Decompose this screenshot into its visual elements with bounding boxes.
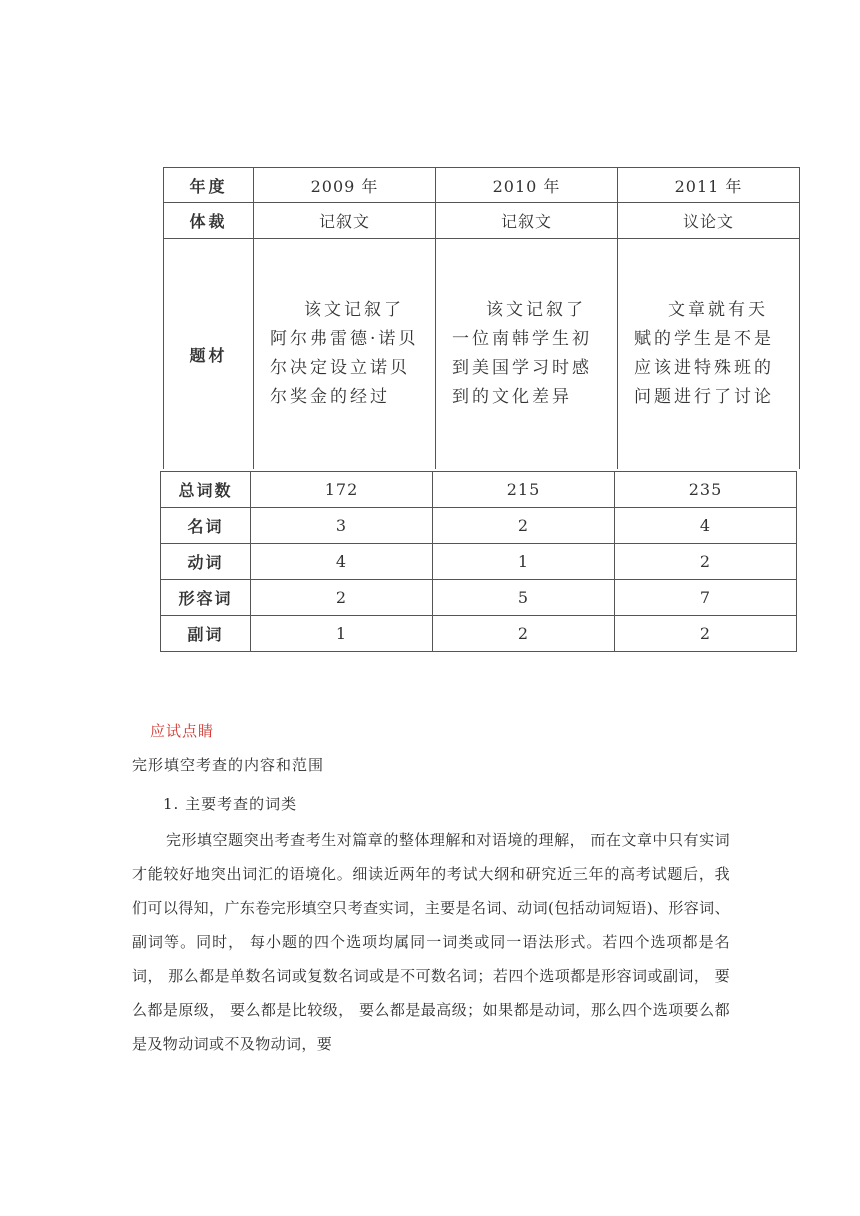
table-cell: 215: [433, 472, 615, 508]
table-cell: 4: [251, 544, 433, 580]
table-row: [161, 472, 797, 508]
table-cell: 172: [251, 472, 433, 508]
table-cell: 3: [251, 508, 433, 544]
table-cell: 2: [251, 580, 433, 616]
year-2011: 2011 年: [618, 168, 800, 203]
table-cell: 2: [433, 616, 615, 652]
table-cell: 1: [433, 544, 615, 580]
row-label-subject: 题材: [164, 239, 254, 470]
row-label-year: 年度: [164, 168, 254, 203]
table-cell: 4: [615, 508, 797, 544]
table-row: [161, 544, 797, 580]
genre-2010: 记叙文: [436, 203, 618, 239]
row-label-total-words: 总词数: [161, 472, 251, 508]
table-row: [161, 616, 797, 652]
genre-2011: 议论文: [618, 203, 800, 239]
table-cell: 235: [615, 472, 797, 508]
row-label-nouns: 名词: [161, 508, 251, 544]
row-label-verbs: 动词: [161, 544, 251, 580]
table-cell: 7: [615, 580, 797, 616]
section-heading: 完形填空考查的内容和范围: [132, 756, 325, 774]
genre-2009: 记叙文: [254, 203, 436, 239]
row-label-genre: 体裁: [164, 203, 254, 239]
year-2009: 2009 年: [254, 168, 436, 203]
subject-2009: 该文记叙了阿尔弗雷德·诺贝尔决定设立诺贝尔奖金的经过: [254, 239, 436, 470]
exam-overview-table: [163, 167, 800, 469]
exam-tip-title: 应试点睛: [150, 722, 215, 740]
table-row-genre: [164, 203, 800, 239]
word-class-table: [160, 471, 797, 652]
table-cell: 2: [433, 508, 615, 544]
table-row: [161, 508, 797, 544]
table-row-subject: [164, 239, 800, 470]
section-subheading: 1. 主要考查的词类: [163, 795, 298, 813]
table-row: [161, 580, 797, 616]
subject-2010: 该文记叙了一位南韩学生初到美国学习时感到的文化差异: [436, 239, 618, 470]
table-cell: 1: [251, 616, 433, 652]
table-cell: 2: [615, 544, 797, 580]
year-2010: 2010 年: [436, 168, 618, 203]
body-paragraph: 完形填空题突出考查考生对篇章的整体理解和对语境的理解， 而在文章中只有实词才能较好地突出词汇的语境化。细读近两年的考试大纲和研究近三年的高考试题后，我们可以得知，广东卷完形填空只考查实词，主要是名词、动词(包括动词短语)、形容词、副词等。同时， 每小题的四个选项均属同一词类或同一语法形式。若四个选项都是名词， 那么都是单数名词或复数名词或是不可数名词；若四个选项都是形容词或副词， 要么都是原级， 要么都是比较级， 要么都是最高级；如果都是动词，那么四个选项要么都是及物动词或不及物动词，要: [132, 831, 730, 1053]
table-row-year: [164, 168, 800, 203]
row-label-adverbs: 副词: [161, 616, 251, 652]
row-label-adjectives: 形容词: [161, 580, 251, 616]
subject-2011: 文章就有天赋的学生是不是应该进特殊班的问题进行了讨论: [618, 239, 800, 470]
table-cell: 2: [615, 616, 797, 652]
table-cell: 5: [433, 580, 615, 616]
